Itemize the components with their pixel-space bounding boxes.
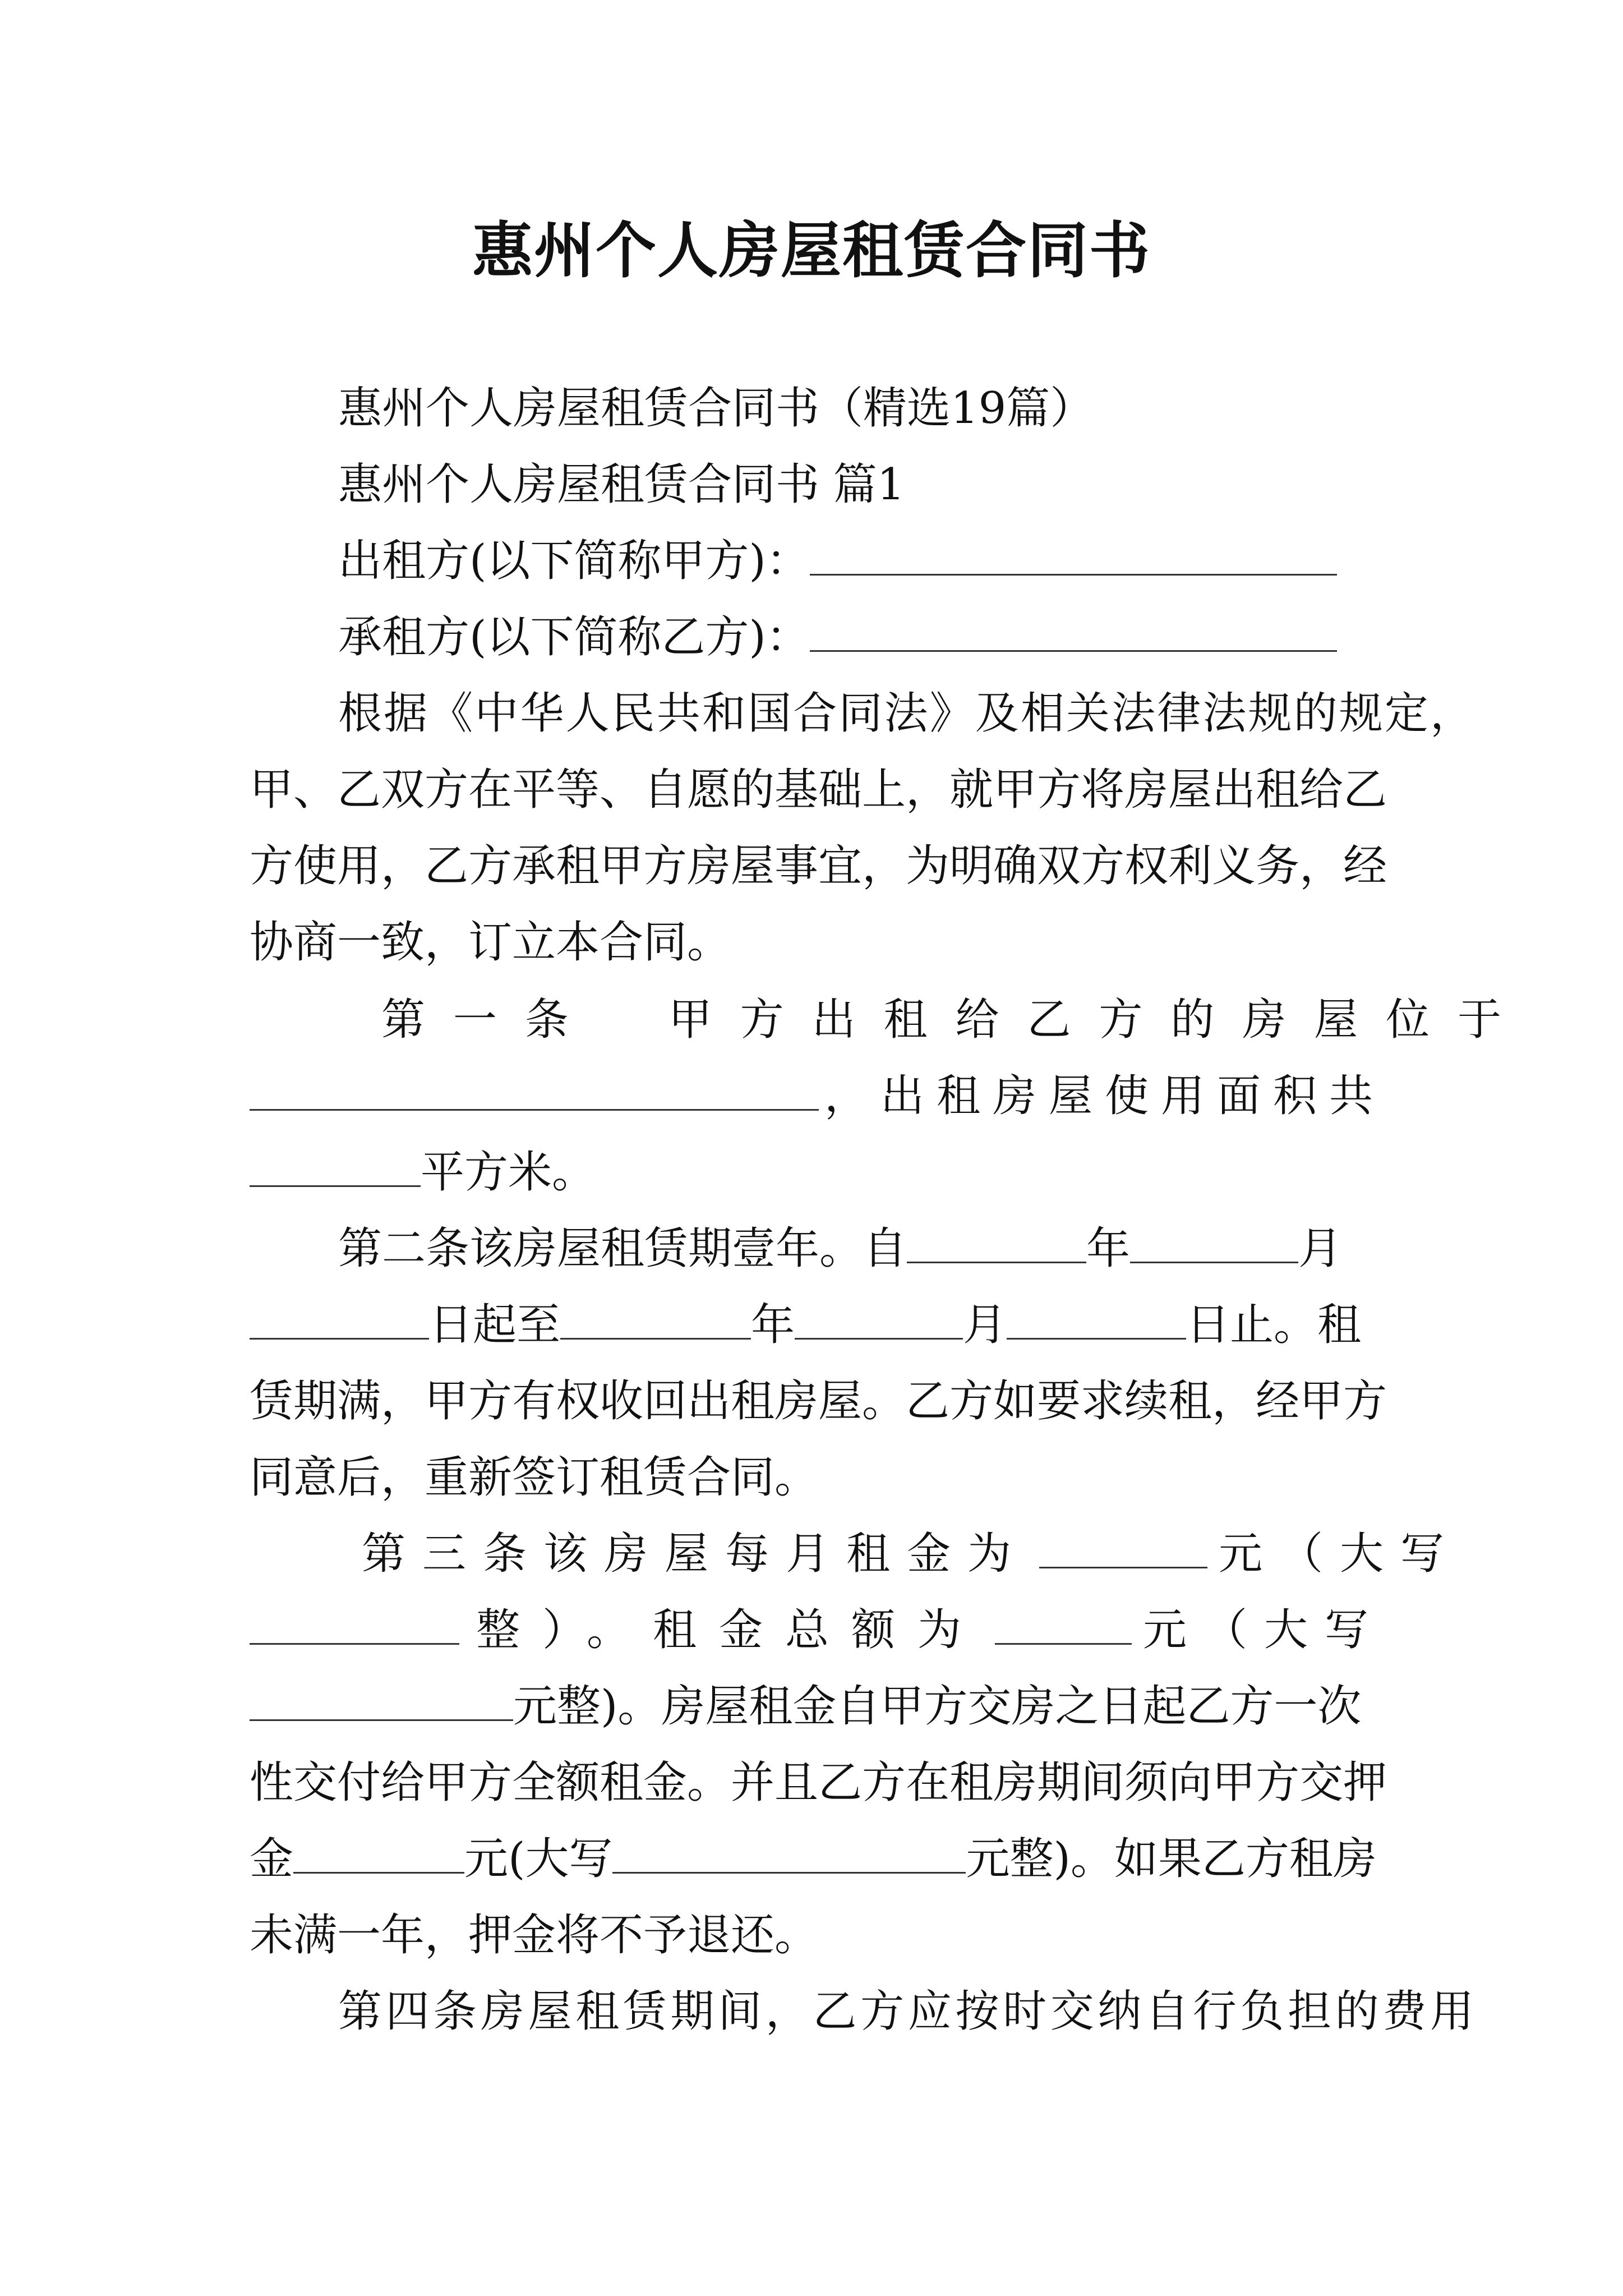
article-3-line bbox=[250, 1516, 1497, 1592]
area-blank bbox=[250, 1146, 421, 1187]
article-4-line: 第四条房屋租赁期间，乙方应按时交纳自行负担的费用 bbox=[338, 1986, 1474, 2037]
paragraph-line: 协商一致，订立本合同。 bbox=[250, 917, 731, 968]
article-3-line bbox=[250, 1592, 1385, 1668]
section-heading: 惠州个人房屋租赁合同书 篇1 bbox=[338, 459, 905, 510]
article-1-line bbox=[250, 1134, 1385, 1211]
text-segment: 元（大写 bbox=[1142, 1605, 1385, 1655]
start-month-blank bbox=[1130, 1222, 1298, 1263]
paragraph-line: 未满一年，押金将不予退还。 bbox=[250, 1910, 819, 1961]
lessor-blank bbox=[810, 535, 1337, 576]
area-text: ，出租房屋使用面积共 bbox=[824, 1071, 1385, 1121]
article-3-line bbox=[250, 1821, 1385, 1897]
lessee-label: 承租方(以下简称乙方)： bbox=[338, 612, 810, 662]
paragraph-line: 甲、乙双方在平等、自愿的基础上，就甲方将房屋出租给乙 bbox=[250, 765, 1387, 815]
text-segment: 金 bbox=[250, 1834, 294, 1884]
text-segment: 元整)。房屋租金自甲方交房之日起乙方一次 bbox=[513, 1681, 1362, 1732]
total-rent-blank bbox=[995, 1604, 1132, 1645]
lessor-line bbox=[250, 523, 1474, 599]
article-1-line: 第一条 甲方出租给乙方的房屋位于 bbox=[381, 995, 1517, 1045]
start-year-blank bbox=[907, 1222, 1086, 1263]
article-1-line bbox=[250, 1058, 1385, 1134]
text-segment: 日起至 bbox=[429, 1300, 561, 1350]
lessee-blank bbox=[810, 611, 1337, 652]
start-day-blank bbox=[250, 1299, 429, 1340]
text-segment: 月 bbox=[963, 1300, 1007, 1350]
article-2-line bbox=[250, 1211, 1474, 1287]
article-3-line bbox=[250, 1668, 1385, 1745]
monthly-rent-words-blank bbox=[250, 1604, 459, 1645]
deposit-words-blank bbox=[612, 1833, 966, 1874]
lessor-label: 出租方(以下简称甲方)： bbox=[338, 536, 810, 586]
deposit-blank bbox=[293, 1833, 464, 1874]
end-year-blank bbox=[560, 1299, 751, 1340]
text-segment: 日止。租 bbox=[1186, 1300, 1362, 1350]
text-segment: 月 bbox=[1298, 1223, 1343, 1274]
text-segment: 整）。租金总额为 bbox=[476, 1605, 984, 1655]
text-segment: 年 bbox=[1086, 1223, 1131, 1274]
monthly-rent-blank bbox=[1039, 1527, 1207, 1568]
location-blank bbox=[250, 1070, 819, 1111]
area-unit: 平方米。 bbox=[421, 1147, 596, 1198]
end-day-blank bbox=[1007, 1299, 1186, 1340]
paragraph-line: 方使用，乙方承租甲方房屋事宜，为明确双方权利义务，经 bbox=[250, 841, 1387, 891]
subtitle-line: 惠州个人房屋租赁合同书（精选19篇） bbox=[338, 383, 1094, 434]
paragraph-line: 性交付给甲方全额租金。并且乙方在租房期间须向甲方交押 bbox=[250, 1757, 1387, 1808]
text-segment: 元(大写 bbox=[464, 1834, 613, 1884]
document-title: 惠州个人房屋租赁合同书 bbox=[472, 215, 1151, 286]
paragraph-line: 根据《中华人民共和国合同法》及相关法律法规的规定， bbox=[338, 688, 1474, 739]
total-rent-words-blank bbox=[250, 1680, 513, 1721]
end-month-blank bbox=[795, 1299, 963, 1340]
text-segment: 第三条该房屋每月租金为 bbox=[362, 1529, 1029, 1579]
paragraph-line: 同意后，重新签订租赁合同。 bbox=[250, 1452, 819, 1503]
article-2-line bbox=[250, 1287, 1385, 1363]
text-segment: 元（大写 bbox=[1219, 1529, 1461, 1579]
text-segment: 第二条该房屋租赁期壹年。自 bbox=[338, 1223, 907, 1274]
paragraph-line: 赁期满，甲方有权收回出租房屋。乙方如要求续租，经甲方 bbox=[250, 1376, 1387, 1427]
text-segment: 元整)。如果乙方租房 bbox=[966, 1834, 1377, 1884]
lessee-line bbox=[250, 599, 1474, 675]
text-segment: 年 bbox=[751, 1300, 795, 1350]
